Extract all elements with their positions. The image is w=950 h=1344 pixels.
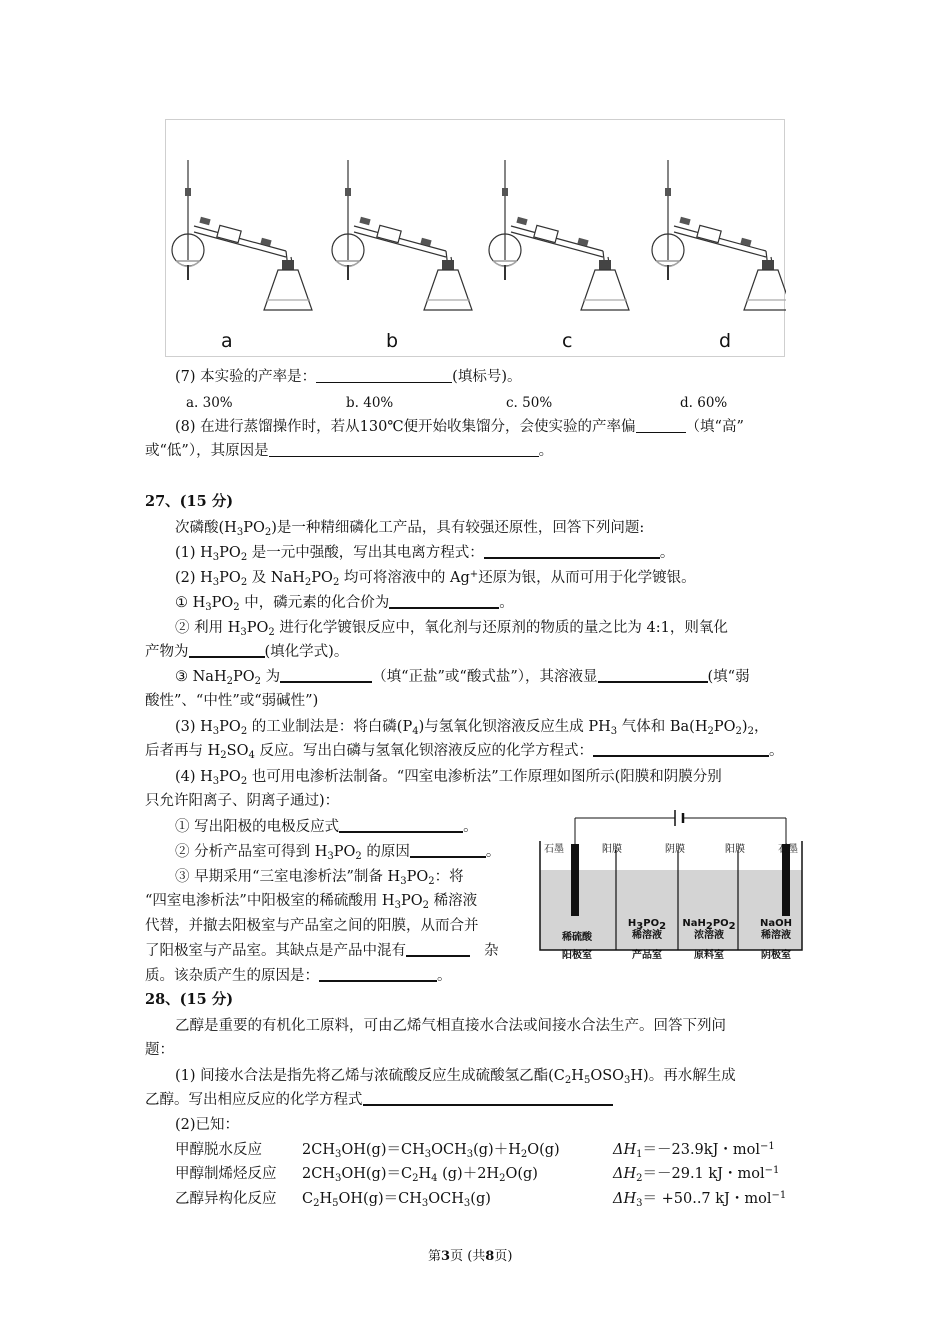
room-label-2: 产品室: [632, 950, 662, 961]
q27-part4-iii-line5: 质。该杂质产生的原因是： 。: [145, 968, 452, 984]
apparatus-label-b: b: [386, 330, 399, 352]
membrane-label-2: 阴膜: [665, 844, 685, 855]
q27-p4ii-blank[interactable]: [410, 842, 486, 858]
right-electrode-label: 石墨: [778, 844, 798, 855]
q27-part4-iii-line2: “四室电渗析法”中阳极室的稀硫酸用 $H_3PO_2$ 稀溶液: [145, 893, 478, 911]
q27-part4-iii: ③ 早期采用“三室电渗析法”制备 $H_3PO_2$：将: [175, 869, 464, 887]
q27-part2-iii-line2: 酸性”、“中性”或“弱碱性”): [145, 693, 319, 709]
q27-p4iii-blank-2[interactable]: [319, 966, 437, 982]
membrane-label-3: 阳膜: [725, 844, 745, 855]
q27-intro: 次磷酸$(H_3PO_2)$是一种精细磷化工产品，具有较强还原性，回答下列问题:: [175, 520, 645, 538]
q27-part1: (1) $H_3PO_2$ 是一元中强酸，写出其电离方程式： 。: [175, 545, 675, 563]
q27-part4-ii: ② 分析产品室可得到 $H_3PO_2$ 的原因 。: [175, 844, 501, 862]
apparatus-label-d: d: [719, 330, 732, 352]
room-label-1: 阳极室: [562, 950, 592, 961]
q27-part3-line2: 后者再与 $H_2SO_4$ 反应。写出白磷与氢氧化钡溶液反应的化学方程式： 。: [145, 743, 784, 761]
room-label-4: 阴极室: [761, 950, 791, 961]
q27-p2ii-blank[interactable]: [189, 642, 265, 658]
reaction-3-name: 乙醇异构化反应: [175, 1191, 277, 1207]
q27-part4-iii-line4: 了阳极室与产品室。其缺点是产品中混有 杂: [145, 943, 499, 959]
reaction-3-equation: $C_2H_5OH(g)=CH_3OCH_3(g)$: [302, 1191, 491, 1209]
left-electrode-label: 石墨: [544, 844, 564, 855]
q7-option-d: d. 60%: [680, 395, 728, 411]
q27-part3: (3) $H_3PO_2$ 的工业制法是：将白磷$(P_4)$与氢氧化钡溶液反应生成 $PH_3$ 气体和 $Ba(H_2PO_2)_2$，: [175, 719, 769, 737]
q27-part2-ii: ② 利用 $H_3PO_2$ 进行化学镀银反应中，氧化剂与还原剂的物质的量之比为 4:1，则氧化: [175, 620, 728, 638]
q8-line2: 或“低”），其原因是 。: [145, 443, 554, 459]
q28-p1-blank[interactable]: [363, 1090, 613, 1106]
q27-part2-ii-line2: 产物为 (填化学式)。: [145, 644, 349, 660]
q28-intro-line1: 乙醇是重要的有机化工原料，可由乙烯气相直接水合法或间接水合法生产。回答下列问: [175, 1018, 726, 1034]
apparatus-label-a: a: [221, 330, 233, 352]
reaction-2-name: 甲醇制烯烃反应: [175, 1166, 277, 1182]
q27-part2: (2) $H_3PO_2$ 及 $NaH_2PO_2$ 均可将溶液中的 Ag+还原为银，从而可用于化学镀银。: [175, 569, 696, 588]
room-label-3: 原料室: [694, 950, 724, 961]
membrane-label-1: 阳膜: [602, 844, 622, 855]
electrodialysis-cell-diagram: [538, 808, 804, 962]
q7-option-c: c. 50%: [506, 395, 553, 411]
q27-part4-i: ① 写出阳极的电极反应式 。: [175, 819, 478, 835]
solution-label-3: $NaH_2PO_2$ 浓溶液: [682, 918, 736, 941]
q28-part1-line2: 乙醇。写出相应反应的化学方程式: [145, 1090, 613, 1110]
q7-answer-blank[interactable]: [316, 368, 452, 383]
page-footer: 第3页 (共8页): [428, 1249, 513, 1264]
solution-label-2: $H_3PO_2$ 稀溶液: [627, 918, 667, 941]
q28-intro-line2: 题：: [145, 1042, 174, 1058]
q8-blank-2[interactable]: [269, 442, 539, 457]
solution-label-4: NaOH 稀溶液: [760, 918, 792, 941]
q27-part4-iii-line3: 代替，并撤去阳极室与产品室之间的阳膜，从而合并: [145, 918, 479, 934]
reaction-3-enthalpy: $\Delta H_3= +50..7$ kJ・mol$^{-1}$: [613, 1190, 787, 1209]
q27-p2i-blank[interactable]: [389, 593, 499, 609]
apparatus-label-c: c: [562, 330, 573, 352]
q7-option-a: a. 30%: [186, 395, 233, 411]
q27-p2iii-blank-1[interactable]: [280, 667, 372, 683]
reaction-2-equation: $2CH_3OH(g)=C_2H_4$ $(g)+2H_2O(g)$: [302, 1166, 538, 1184]
q28-part2: (2)已知：: [175, 1117, 240, 1133]
q27-p4i-blank[interactable]: [339, 817, 463, 833]
apparatus-figure: [165, 119, 785, 357]
reaction-2-enthalpy: $\Delta H_2=-29.1$ kJ・mol$^{-1}$: [613, 1165, 780, 1184]
q27-part4-line2: 只允许阳离子、阴离子通过)：: [145, 793, 340, 809]
q7-option-b: b. 40%: [346, 395, 394, 411]
q28-part1: (1) 间接水合法是指先将乙烯与浓硫酸反应生成硫酸氢乙酯$(C_2H_5OSO_3H)$。再水解生成: [175, 1068, 736, 1086]
distillation-apparatus-drawing: [166, 120, 786, 358]
solution-label-1: 稀硫酸: [562, 932, 592, 943]
reaction-1-name: 甲醇脱水反应: [175, 1142, 262, 1158]
q27-part2-i: ① $H_3PO_2$ 中，磷元素的化合价为 。: [175, 595, 514, 613]
q27-p4iii-blank-1[interactable]: [406, 941, 470, 957]
q8-line1: (8) 在进行蒸馏操作时，若从130℃便开始收集馏分，会使实验的产率偏 （填“高”: [175, 419, 744, 435]
q27-p2iii-blank-2[interactable]: [598, 667, 708, 683]
q27-p1-blank[interactable]: [484, 543, 660, 559]
left-graphite-electrode: [571, 844, 579, 916]
q7-question: (7) 本实验的产率是： (填标号)。: [175, 369, 522, 385]
q27-header: 27、(15 分): [145, 493, 234, 510]
q27-p3-blank[interactable]: [593, 741, 769, 757]
reaction-1-enthalpy: $\Delta H_1=-23.9kJ$・mol$^{-1}$: [613, 1141, 775, 1160]
q28-header: 28、(15 分): [145, 991, 234, 1008]
q8-blank-1[interactable]: [636, 418, 686, 433]
reaction-1-equation: $2CH_3OH(g)=CH_3OCH_3(g)+H_2O(g)$: [302, 1142, 560, 1160]
q27-part2-iii: ③ $NaH_2PO_2$ 为 （填“正盐”或“酸式盐”），其溶液显 (填“弱: [175, 669, 750, 687]
q27-part4: (4) $H_3PO_2$ 也可用电渗析法制备。“四室电渗析法”工作原理如图所示(阳膜和阴膜分别: [175, 769, 722, 787]
